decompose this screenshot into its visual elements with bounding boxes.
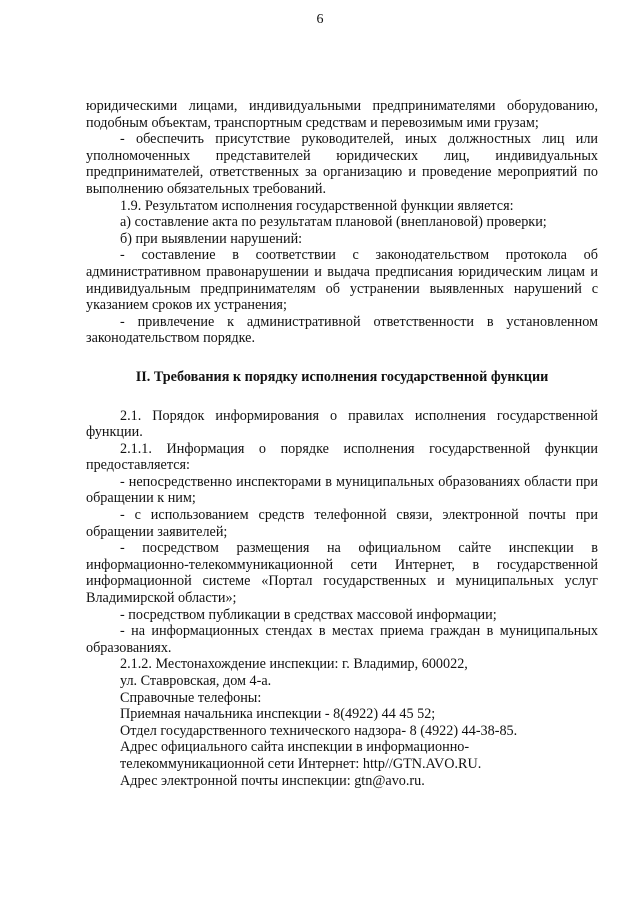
contact-line: Адрес электронной почты инспекции: gtn@avo.ru.: [120, 772, 425, 789]
paragraphs-bottom: [86, 408, 598, 657]
contact-line: Справочные телефоны:: [120, 689, 262, 706]
contact-line: Отдел государственного технического надзора- 8 (4922) 44-38-85.: [120, 722, 518, 739]
contact-info: [86, 656, 598, 789]
contact-line: Приемная начальника инспекции - 8(4922) 44 45 52;: [120, 706, 436, 723]
contact-line: Адрес официального сайта инспекции в информационно-: [120, 739, 470, 756]
paragraph: 1.9. Результатом исполнения государственной функции является:: [120, 197, 514, 214]
paragraph: - обеспечить присутствие руководителей, иных должностных лиц или уполномоченных представителей юридических лиц, индивидуальных предпринимателей, ответственных за организацию и проведение мероприятий по выполнению обязательных требований.: [86, 131, 598, 197]
paragraph: - посредством публикации в средствах массовой информации;: [120, 606, 497, 623]
paragraph: 2.1. Порядок информирования о правилах исполнения государственной функции.: [86, 407, 598, 441]
paragraphs-top: [86, 98, 598, 347]
contact-line: телекоммуникационной сети Интернет: http//GTN.AVO.RU.: [120, 755, 482, 772]
paragraph: - посредством размещения на официальном сайте инспекции в информационно-телекоммуникационной сети Интернет, в государственной информационной системе «Портал государственных и муниципальных услуг Владимирской области»;: [86, 540, 598, 607]
contact-line: ул. Ставровская, дом 4-а.: [120, 673, 272, 689]
page-number: 6: [316, 12, 324, 27]
paragraph: 2.1.1. Информация о порядке исполнения государственной функции предоставляется:: [86, 440, 598, 474]
paragraph: - с использованием средств телефонной связи, электронной почты при обращении заявителей;: [86, 507, 598, 540]
section-heading: II. Требования к порядку исполнения государственной функции: [135, 368, 549, 385]
paragraph: - привлечение к административной ответственности в установленном законодательством порядке.: [86, 313, 598, 347]
paragraph: б) при выявлении нарушений:: [120, 230, 303, 247]
paragraph: юридическими лицами, индивидуальными предпринимателями оборудованию, подобным объектам, транспортным средствам и перевозимым ими грузам;: [86, 98, 598, 131]
document-body: [86, 98, 598, 789]
paragraph: - составление в соответствии с законодательством протокола об административном правонарушении и выдача предписания юридическим лицам и индивидуальным предпринимателям об устранении выявленных нарушений с указанием сроков их устранения;: [86, 247, 598, 314]
paragraph: а) составление акта по результатам плановой (внеплановой) проверки;: [120, 214, 547, 231]
paragraph: - на информационных стендах в местах приема граждан в муниципальных образованиях.: [86, 623, 598, 656]
paragraph: - непосредственно инспекторами в муниципальных образованиях области при обращении к ним;: [86, 473, 598, 507]
contact-line: 2.1.2. Местонахождение инспекции: г. Владимир, 600022,: [120, 656, 468, 673]
